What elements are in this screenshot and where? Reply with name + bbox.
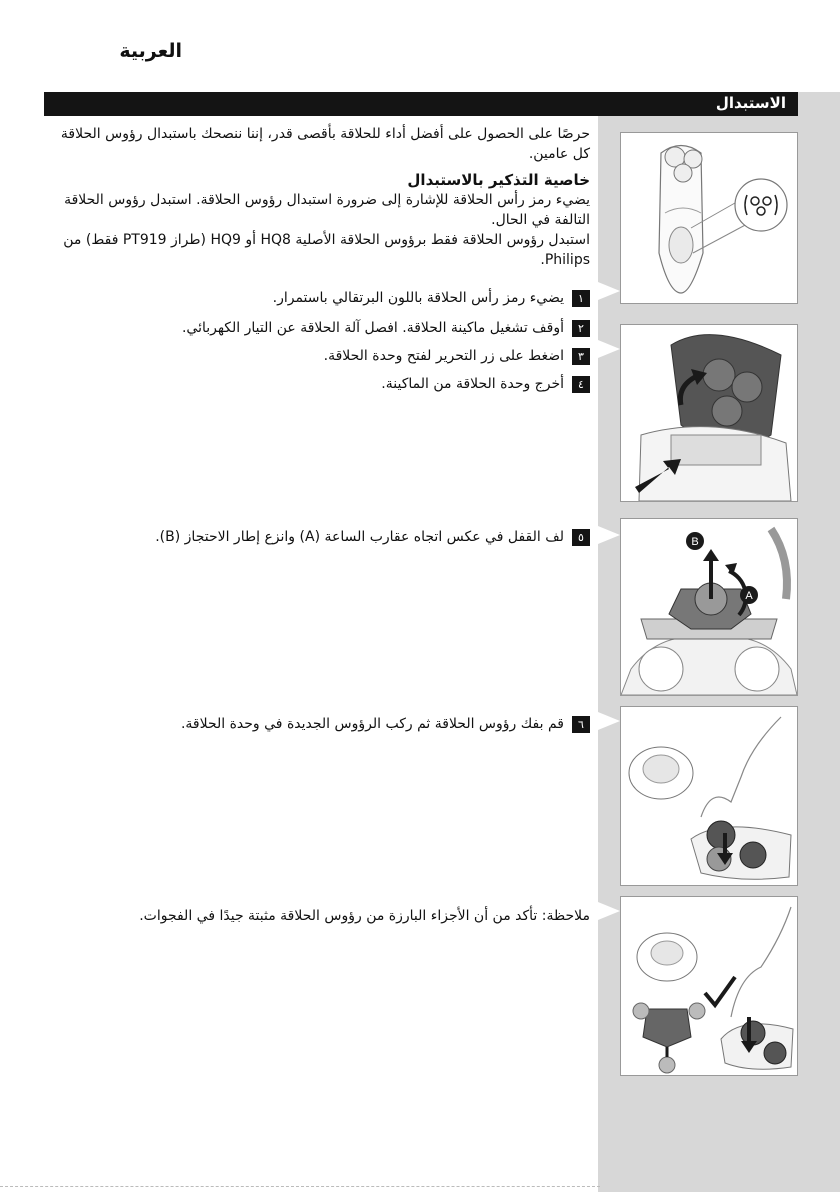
step-text: أوقف تشغيل ماكينة الحلاقة. افصل آلة الحلاقة عن التيار الكهربائي. <box>181 320 564 336</box>
page-bottom-rule <box>0 1186 600 1187</box>
step-1 <box>50 288 590 308</box>
page-heading: العربية <box>119 40 182 62</box>
step-number: ٢ <box>572 320 590 337</box>
step-text: لف القفل في عكس اتجاه عقارب الساعة (A) وانزع إطار الاحتجاز (B). <box>155 529 564 545</box>
step-number: ٤ <box>572 376 590 393</box>
intro-block <box>50 124 590 270</box>
reminder-title: خاصية التذكير بالاستبدال <box>407 171 590 189</box>
step-text: اضغط على زر التحرير لفتح وحدة الحلاقة. <box>323 348 564 364</box>
open-shaver-illustration <box>621 325 797 501</box>
note-text: ملاحظة: تأكد من أن الأجزاء البارزة من رؤوس الحلاقة مثبتة جيدًا في الفجوات. <box>139 908 590 924</box>
step-text: قم بفك رؤوس الحلاقة ثم ركب الرؤوس الجديدة في وحدة الحلاقة. <box>180 716 564 732</box>
retaining-frame-illustration <box>621 519 797 695</box>
step-number: ٦ <box>572 716 590 733</box>
step-text: يضيء رمز رأس الحلاقة باللون البرتقالي باستمرار. <box>272 290 564 306</box>
step-5 <box>50 527 590 547</box>
step-number: ١ <box>572 290 590 307</box>
figure-shaver-reminder <box>620 132 798 304</box>
shaver-illustration <box>621 133 797 303</box>
figure-pointer <box>598 282 620 300</box>
intro-text: حرصًا على الحصول على أفضل أداء للحلاقة بأقصى قدر، إننا ننصحك باستبدال رؤوس الحلاقة كل عامين. <box>60 126 590 162</box>
step-number: ٥ <box>572 529 590 546</box>
section-tab <box>798 92 840 116</box>
figure-pointer <box>598 340 620 358</box>
step-4 <box>50 374 590 394</box>
step-2 <box>50 318 590 338</box>
reminder-para-1: يضيء رمز رأس الحلاقة للإشارة إلى ضرورة استبدال رؤوس الحلاقة. استبدل رؤوس الحلاقة التالفة في الحال. <box>64 192 590 228</box>
note-check-illustration <box>621 897 797 1075</box>
checkmark-icon <box>705 977 735 1005</box>
figure-pointer <box>598 712 620 730</box>
step-6 <box>50 714 590 734</box>
figure-retaining-frame <box>620 518 798 696</box>
figure-note-check <box>620 896 798 1076</box>
step-text: أخرج وحدة الحلاقة من الماكينة. <box>381 376 564 392</box>
figure-pointer <box>598 526 620 544</box>
section-title: الاستبدال <box>715 94 786 112</box>
replace-heads-illustration <box>621 707 797 885</box>
step-3 <box>50 346 590 366</box>
figure-pointer <box>598 902 620 920</box>
figure-replace-heads <box>620 706 798 886</box>
label-b-text: B <box>691 536 699 548</box>
section-title-bar <box>44 92 798 116</box>
reminder-para-2: استبدل رؤوس الحلاقة فقط برؤوس الحلاقة الأصلية HQ8 أو HQ9 (طراز PT919 فقط) من Philips. <box>63 232 590 268</box>
label-a-text: A <box>745 590 753 602</box>
figure-release-button <box>620 324 798 502</box>
step-number: ٣ <box>572 348 590 365</box>
